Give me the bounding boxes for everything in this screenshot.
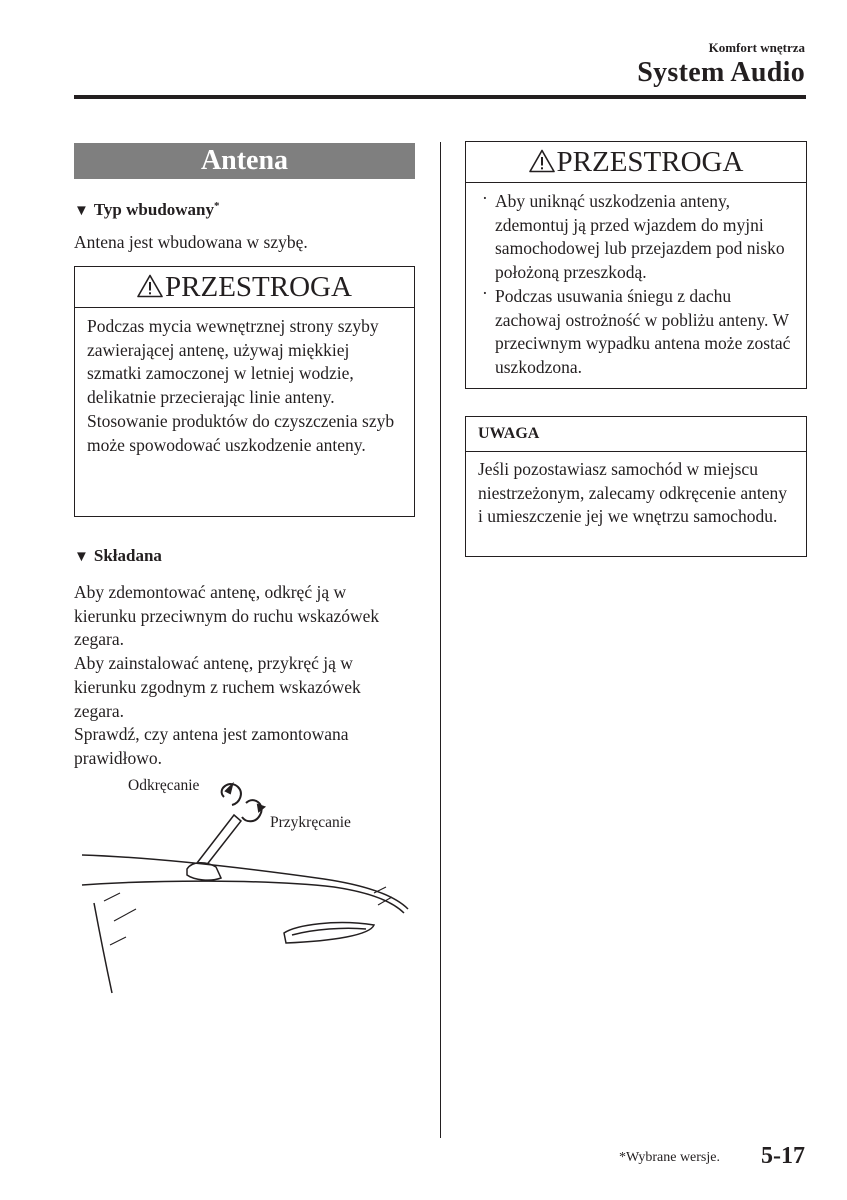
label-screw: Przykręcanie: [270, 814, 351, 831]
caution-box: [465, 141, 807, 389]
caution-body: [75, 308, 414, 465]
folding-paragraph: Aby zdemontować antenę, odkręć ją w kierunku przeciwnym do ruchu wskazówek zegara.: [74, 582, 380, 650]
caution-body: [466, 183, 806, 388]
page-number: 5-17: [761, 1143, 805, 1169]
label-unscrew: Odkręcanie: [128, 777, 200, 794]
page-title: System Audio: [637, 57, 805, 88]
folding-paragraph: Aby zainstalować antenę, przykręć ją w kierunku zgodnym z ruchem wskazówek zegara.: [74, 653, 361, 721]
caution-paragraph: Stosowanie produktów do czyszczenia szyb może spowodować uszkodzenie anteny.: [87, 410, 395, 455]
chapter-label: Komfort wnętrza: [708, 40, 805, 55]
caution-title: PRZESTROGA: [165, 271, 352, 303]
folding-paragraph: Sprawdź, czy antena jest zamontowana prawidłowo.: [74, 724, 349, 768]
caution-header: [75, 267, 414, 308]
built-in-text: Antena jest wbudowana w szybę.: [74, 232, 308, 252]
triangle-down-icon: ▼: [74, 203, 89, 219]
note-header: UWAGA: [466, 417, 806, 452]
triangle-down-icon: ▼: [74, 549, 89, 565]
subheading-built-in: [74, 195, 220, 222]
subheading-label: Składana: [93, 546, 162, 565]
antenna-illustration: [74, 775, 414, 995]
column-divider: [440, 142, 441, 1138]
caution-paragraph: Podczas mycia wewnętrznej strony szyby zawierającej antenę, używaj miękkiej szmatki zamoczonej w letniej wodzie, delikatnie przecierając linie anteny.: [87, 316, 379, 408]
caution-bullet: [478, 190, 796, 285]
caution-header: [466, 142, 806, 183]
rotation-arrows-icon: [222, 784, 264, 821]
caution-bullet: [478, 282, 796, 380]
antenna-mast: [187, 815, 241, 880]
note-text: Jeśli pozostawiasz samochód w miejscu niestrzeżonym, zalecamy odkręcenie anteny i umieszczenie jej we wnętrzu samochodu.: [478, 459, 788, 527]
warning-icon: [137, 274, 163, 298]
bullet-dot: ·: [482, 282, 488, 303]
asterisk-mark: *: [214, 200, 220, 212]
folding-text: [74, 581, 404, 771]
bullet-text: Aby uniknąć uszkodzenia anteny, zdemontuj ją przed wjazdem do myjni samochodowej lub przejazdem pod nisko położoną przeszkodą.: [495, 191, 785, 283]
subheading-folding: [74, 545, 162, 568]
caution-box: [74, 266, 415, 517]
header-rule: [74, 95, 806, 99]
note-box: [465, 416, 807, 557]
caution-title: PRZESTROGA: [556, 146, 744, 178]
bullet-dot: ·: [482, 188, 488, 208]
warning-icon: [529, 149, 555, 173]
car-roof-outline: [82, 855, 408, 993]
bullet-text: Podczas usuwania śniegu z dachu zachowaj ostrożność w pobliżu anteny. W przeciwnym wypadku antena może zostać uszkodzona.: [495, 285, 791, 377]
subheading-label: Typ wbudowany: [93, 200, 215, 219]
section-title: Antena: [74, 143, 415, 179]
footnote: *Wybrane wersje.: [618, 1150, 720, 1165]
